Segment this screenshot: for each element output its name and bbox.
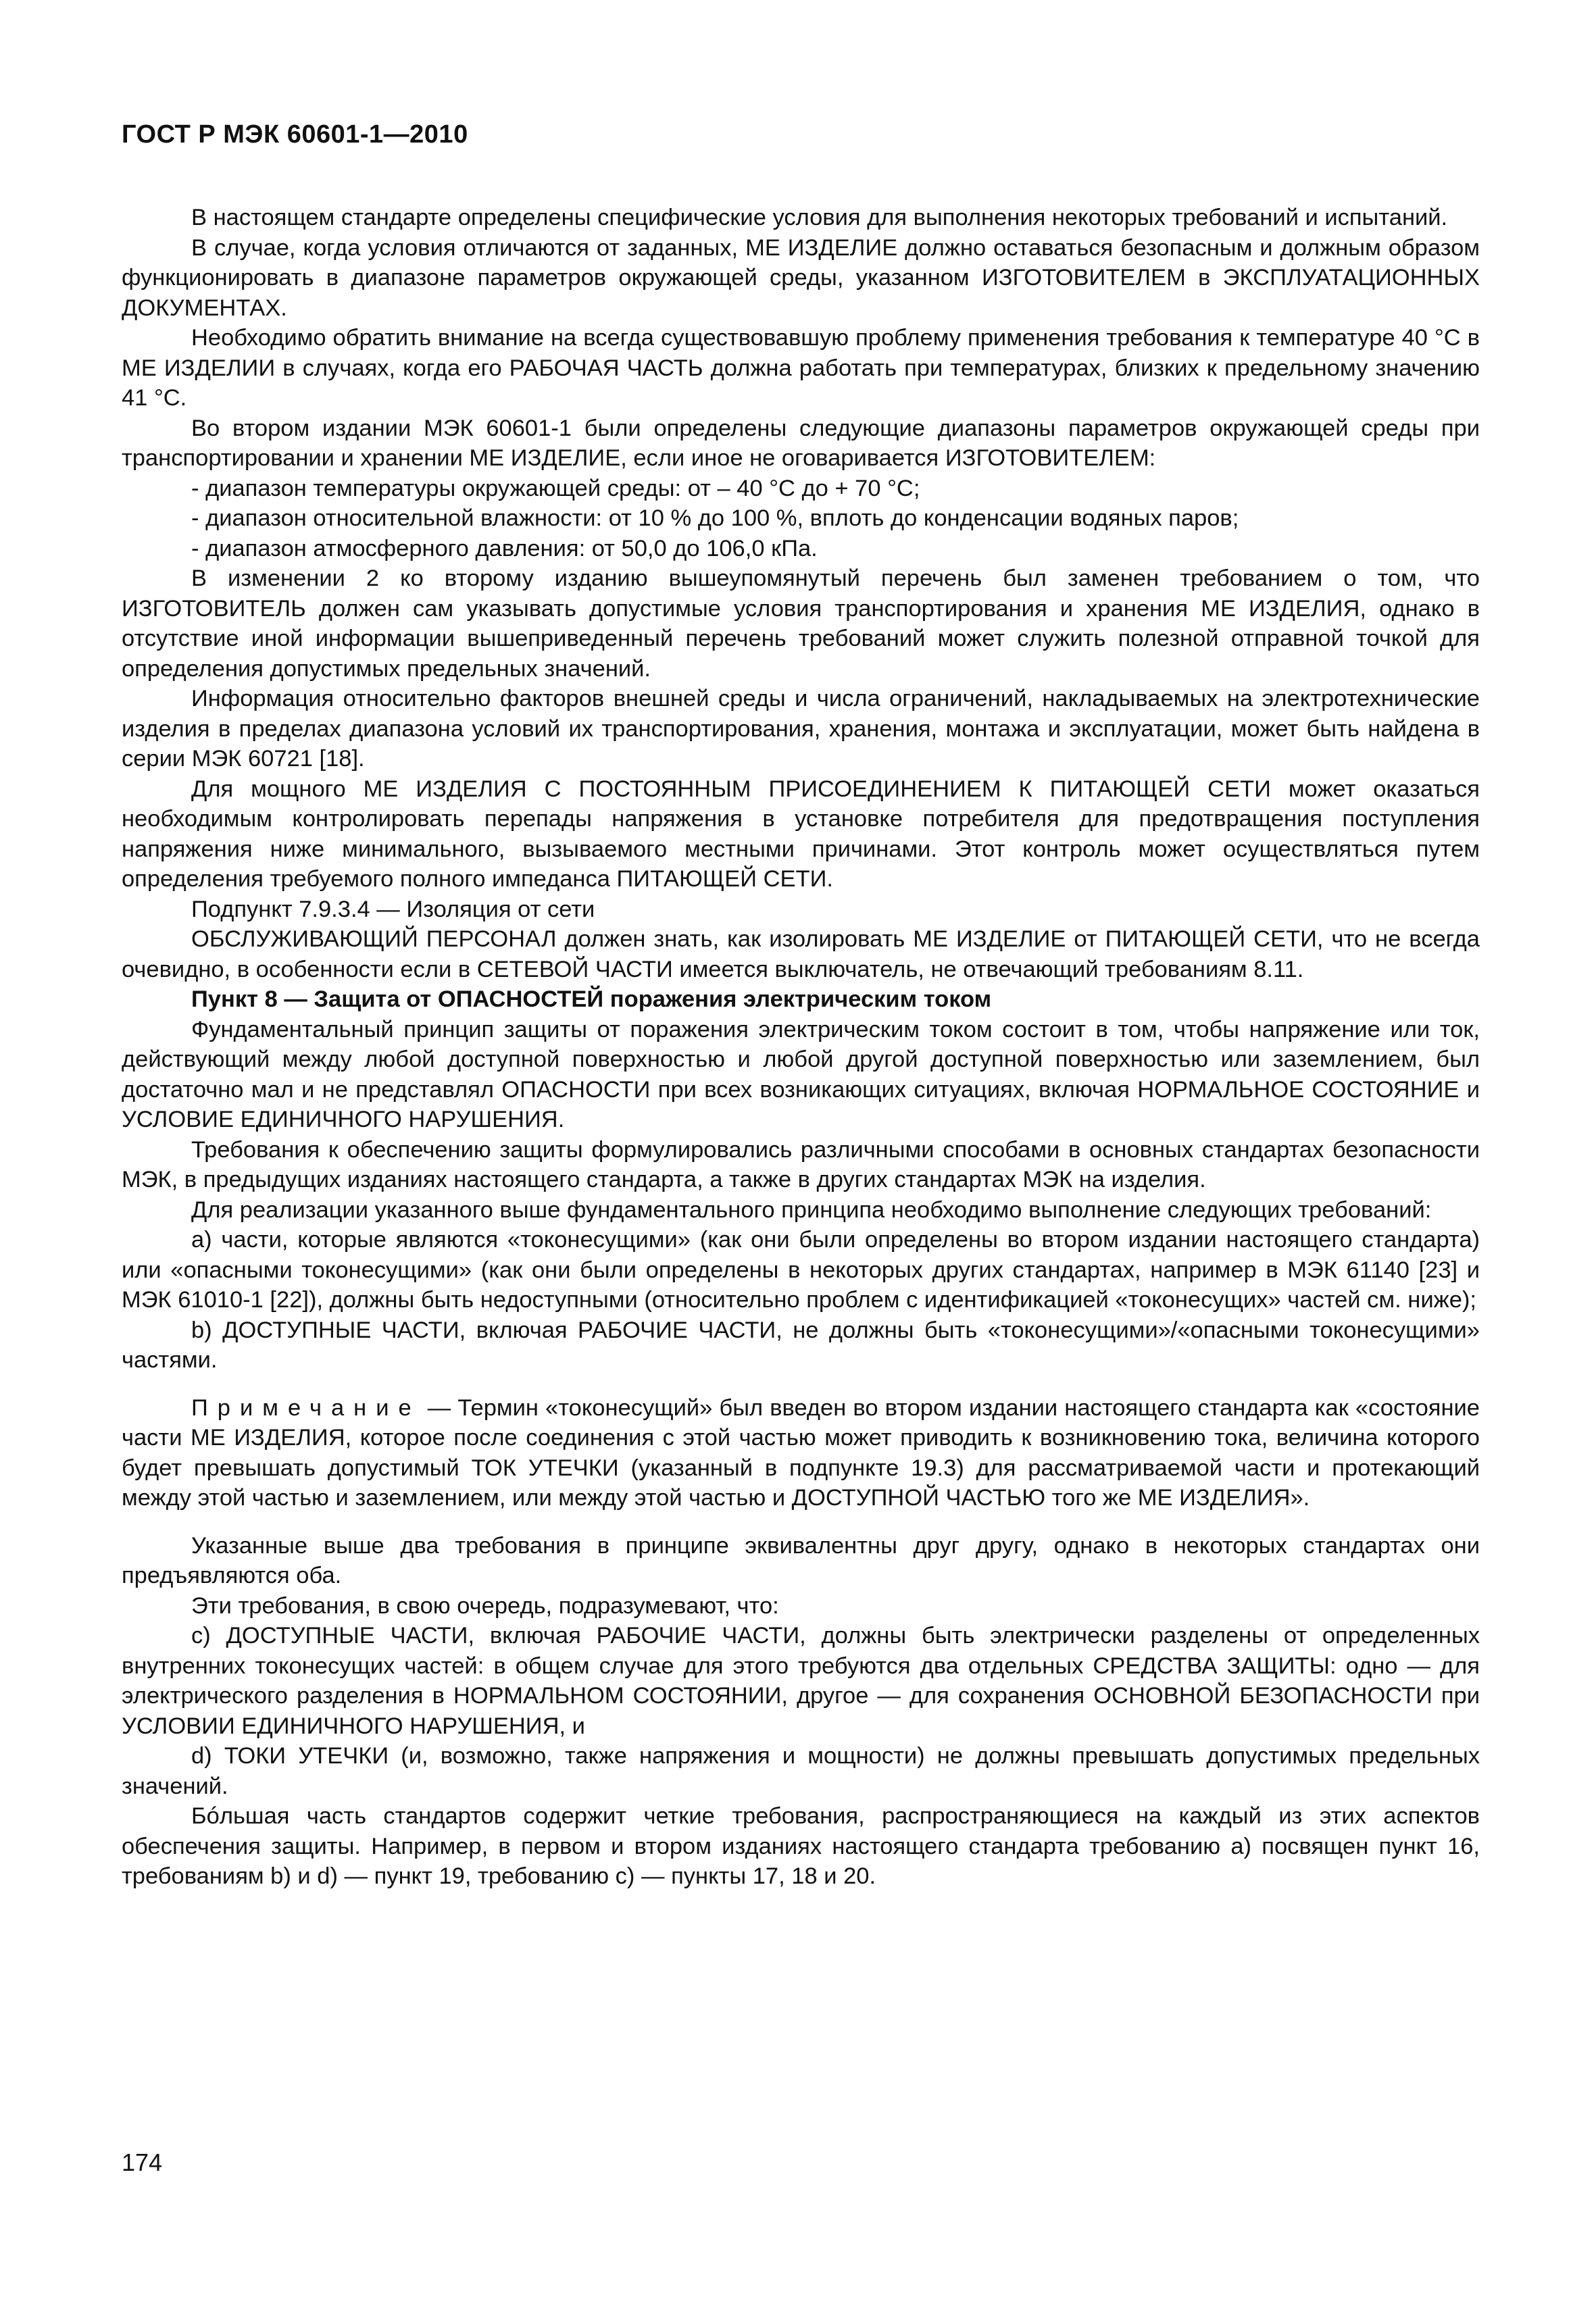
page-number: 174 xyxy=(122,2148,163,2176)
paragraph: Требования к обеспечению защиты формулировались различными способами в основных стандартах безопасности МЭК, в предыдущих изданиях настоящего стандарта, а также в других стандартах МЭК на изделия. xyxy=(122,1136,1480,1192)
paragraph: Необходимо обратить внимание на всегда существовавшую проблему применения требования к температуре 40 °С в МЕ ИЗДЕЛИИ в случаях, когда его РАБОЧАЯ ЧАСТЬ должна работать при температурах, близких к предельному значению 41 °С. xyxy=(122,325,1480,411)
paragraph: В настоящем стандарте определены специфические условия для выполнения некоторых требований и испытаний. xyxy=(191,205,1448,230)
paragraph: Для реализации указанного выше фундаментального принципа необходимо выполнение следующих требований: xyxy=(191,1197,1432,1223)
paragraph: Указанные выше два требования в принципе эквивалентны друг другу, однако в некоторых стандартах они предъявляются оба. xyxy=(122,1532,1480,1588)
document-header: ГОСТ Р МЭК 60601-1—2010 xyxy=(122,120,468,149)
list-item: - диапазон температуры окружающей среды: от – 40 °С до + 70 °С; xyxy=(191,475,920,501)
paragraph: Для мощного МЕ ИЗДЕЛИЯ С ПОСТОЯННЫМ ПРИСОЕДИНЕНИЕМ К ПИТАЮЩЕЙ СЕТИ может оказаться необходимым контролировать перепады напряжения в установке потребителя для предотвращения поступления напряжения ниже минимального, вызываемого местными причинами. Этот контроль может осуществляться путем определения требуемого полного импеданса ПИТАЮЩЕЙ СЕТИ. xyxy=(122,776,1480,892)
list-item: - диапазон относительной влажности: от 10 % до 100 %, вплоть до конденсации водяных паров; xyxy=(191,505,1239,531)
paragraph: Эти требования, в свою очередь, подразумевают, что: xyxy=(191,1592,779,1619)
paragraph: В случае, когда условия отличаются от заданных, МЕ ИЗДЕЛИЕ должно оставаться безопасным и должным образом функционировать в диапазоне параметров окружающей среды, указанном ИЗГОТОВИТЕЛЕМ в ЭКСПЛУАТАЦИОННЫХ ДОКУМЕНТАХ. xyxy=(122,234,1480,321)
note-label: Примечание xyxy=(191,1394,421,1421)
list-item: c) ДОСТУПНЫЕ ЧАСТИ, включая РАБОЧИЕ ЧАСТИ, должны быть электрически разделены от определенных внутренних токонесущих частей: в общем случае для этого требуются два отдельных СРЕДСТВА ЗАЩИТЫ: одно — для электрического разделения в НОРМАЛЬНОМ СОСТОЯНИИ, другое — для сохранения ОСНОВНОЙ БЕЗОПАСНОСТИ при УСЛОВИИ ЕДИНИЧНОГО НАРУШЕНИЯ, и xyxy=(122,1623,1480,1739)
paragraph: Фундаментальный принцип защиты от поражения электрическим током состоит в том, чтобы напряжение или ток, действующий между любой доступной поверхностью и любой другой доступной поверхностью или заземлением, был достаточно мал и не представлял ОПАСНОСТИ при всех возникающих ситуациях, включая НОРМАЛЬНОЕ СОСТОЯНИЕ и УСЛОВИЕ ЕДИНИЧНОГО НАРУШЕНИЯ. xyxy=(122,1016,1480,1132)
note-text: — Термин «токонесущий» был введен во втором издании настоящего стандарта как «состояние части МЕ ИЗДЕЛИЯ, которое после соединения с этой частью может приводить к возникновению тока, величина которого будет превышать допустимый ТОК УТЕЧКИ (указанный в подпункте 19.3) для рассматриваемой части и протекающий между этой частью и заземлением, или между этой частью и ДОСТУПНОЙ ЧАСТЬЮ того же МЕ ИЗДЕЛИЯ». xyxy=(122,1394,1480,1511)
note xyxy=(122,1393,1480,1513)
paragraph: ОБСЛУЖИВАЮЩИЙ ПЕРСОНАЛ должен знать, как изолировать МЕ ИЗДЕЛИЕ от ПИТАЮЩЕЙ СЕТИ, что не всегда очевидно, в особенности если в СЕТЕВОЙ ЧАСТИ имеется выключатель, не отвечающий требованиям 8.11. xyxy=(122,926,1480,982)
list-item: - диапазон атмосферного давления: от 50,0 до 106,0 кПа. xyxy=(191,535,818,561)
list-item: b) ДОСТУПНЫЕ ЧАСТИ, включая РАБОЧИЕ ЧАСТИ, не должны быть «токонесущими»/«опасными токонесущими» частями. xyxy=(122,1317,1480,1373)
paragraph: Бóльшая часть стандартов содержит четкие требования, распространяющиеся на каждый из этих аспектов обеспечения защиты. Например, в первом и втором изданиях настоящего стандарта требованию а) посвящен пункт 16, требованиям b) и d) — пункт 19, требованию с) — пункты 17, 18 и 20. xyxy=(122,1803,1480,1889)
paragraph: Во втором издании МЭК 60601-1 были определены следующие диапазоны параметров окружающей среды при транспортировании и хранении МЕ ИЗДЕЛИЕ, если иное не оговаривается ИЗГОТОВИТЕЛЕМ: xyxy=(122,415,1480,471)
list-item: a) части, которые являются «токонесущими» (как они были определены во втором издании настоящего стандарта) или «опасными токонесущими» (как они были определены в некоторых других стандартах, например в МЭК 61140 [23] и МЭК 61010-1 [22]), должны быть недоступными (относительно проблем с идентификацией «токонесущих» частей см. ниже); xyxy=(122,1227,1480,1313)
list-item: d) ТОКИ УТЕЧКИ (и, возможно, также напряжения и мощности) не должны превышать допустимых предельных значений. xyxy=(122,1743,1480,1799)
document-body xyxy=(122,203,1480,1892)
clause-heading: Пункт 8 — Защита от ОПАСНОСТЕЙ поражения электрическим током xyxy=(191,986,992,1012)
subclause-heading: Подпункт 7.9.3.4 — Изоляция от сети xyxy=(191,896,595,922)
paragraph: В изменении 2 ко второму изданию вышеупомянутый перечень был заменен требованием о том, что ИЗГОТОВИТЕЛЬ должен сам указывать допустимые условия транспортирования и хранения МЕ ИЗДЕЛИЯ, однако в отсутствие иной информации вышеприведенный перечень требований может служить полезной отправной точкой для определения допустимых предельных значений. xyxy=(122,565,1480,682)
paragraph: Информация относительно факторов внешней среды и числа ограничений, накладываемых на электротехнические изделия в пределах диапазона условий их транспортирования, хранения, монтажа и эксплуатации, может быть найдена в серии МЭК 60721 [18]. xyxy=(122,686,1480,772)
